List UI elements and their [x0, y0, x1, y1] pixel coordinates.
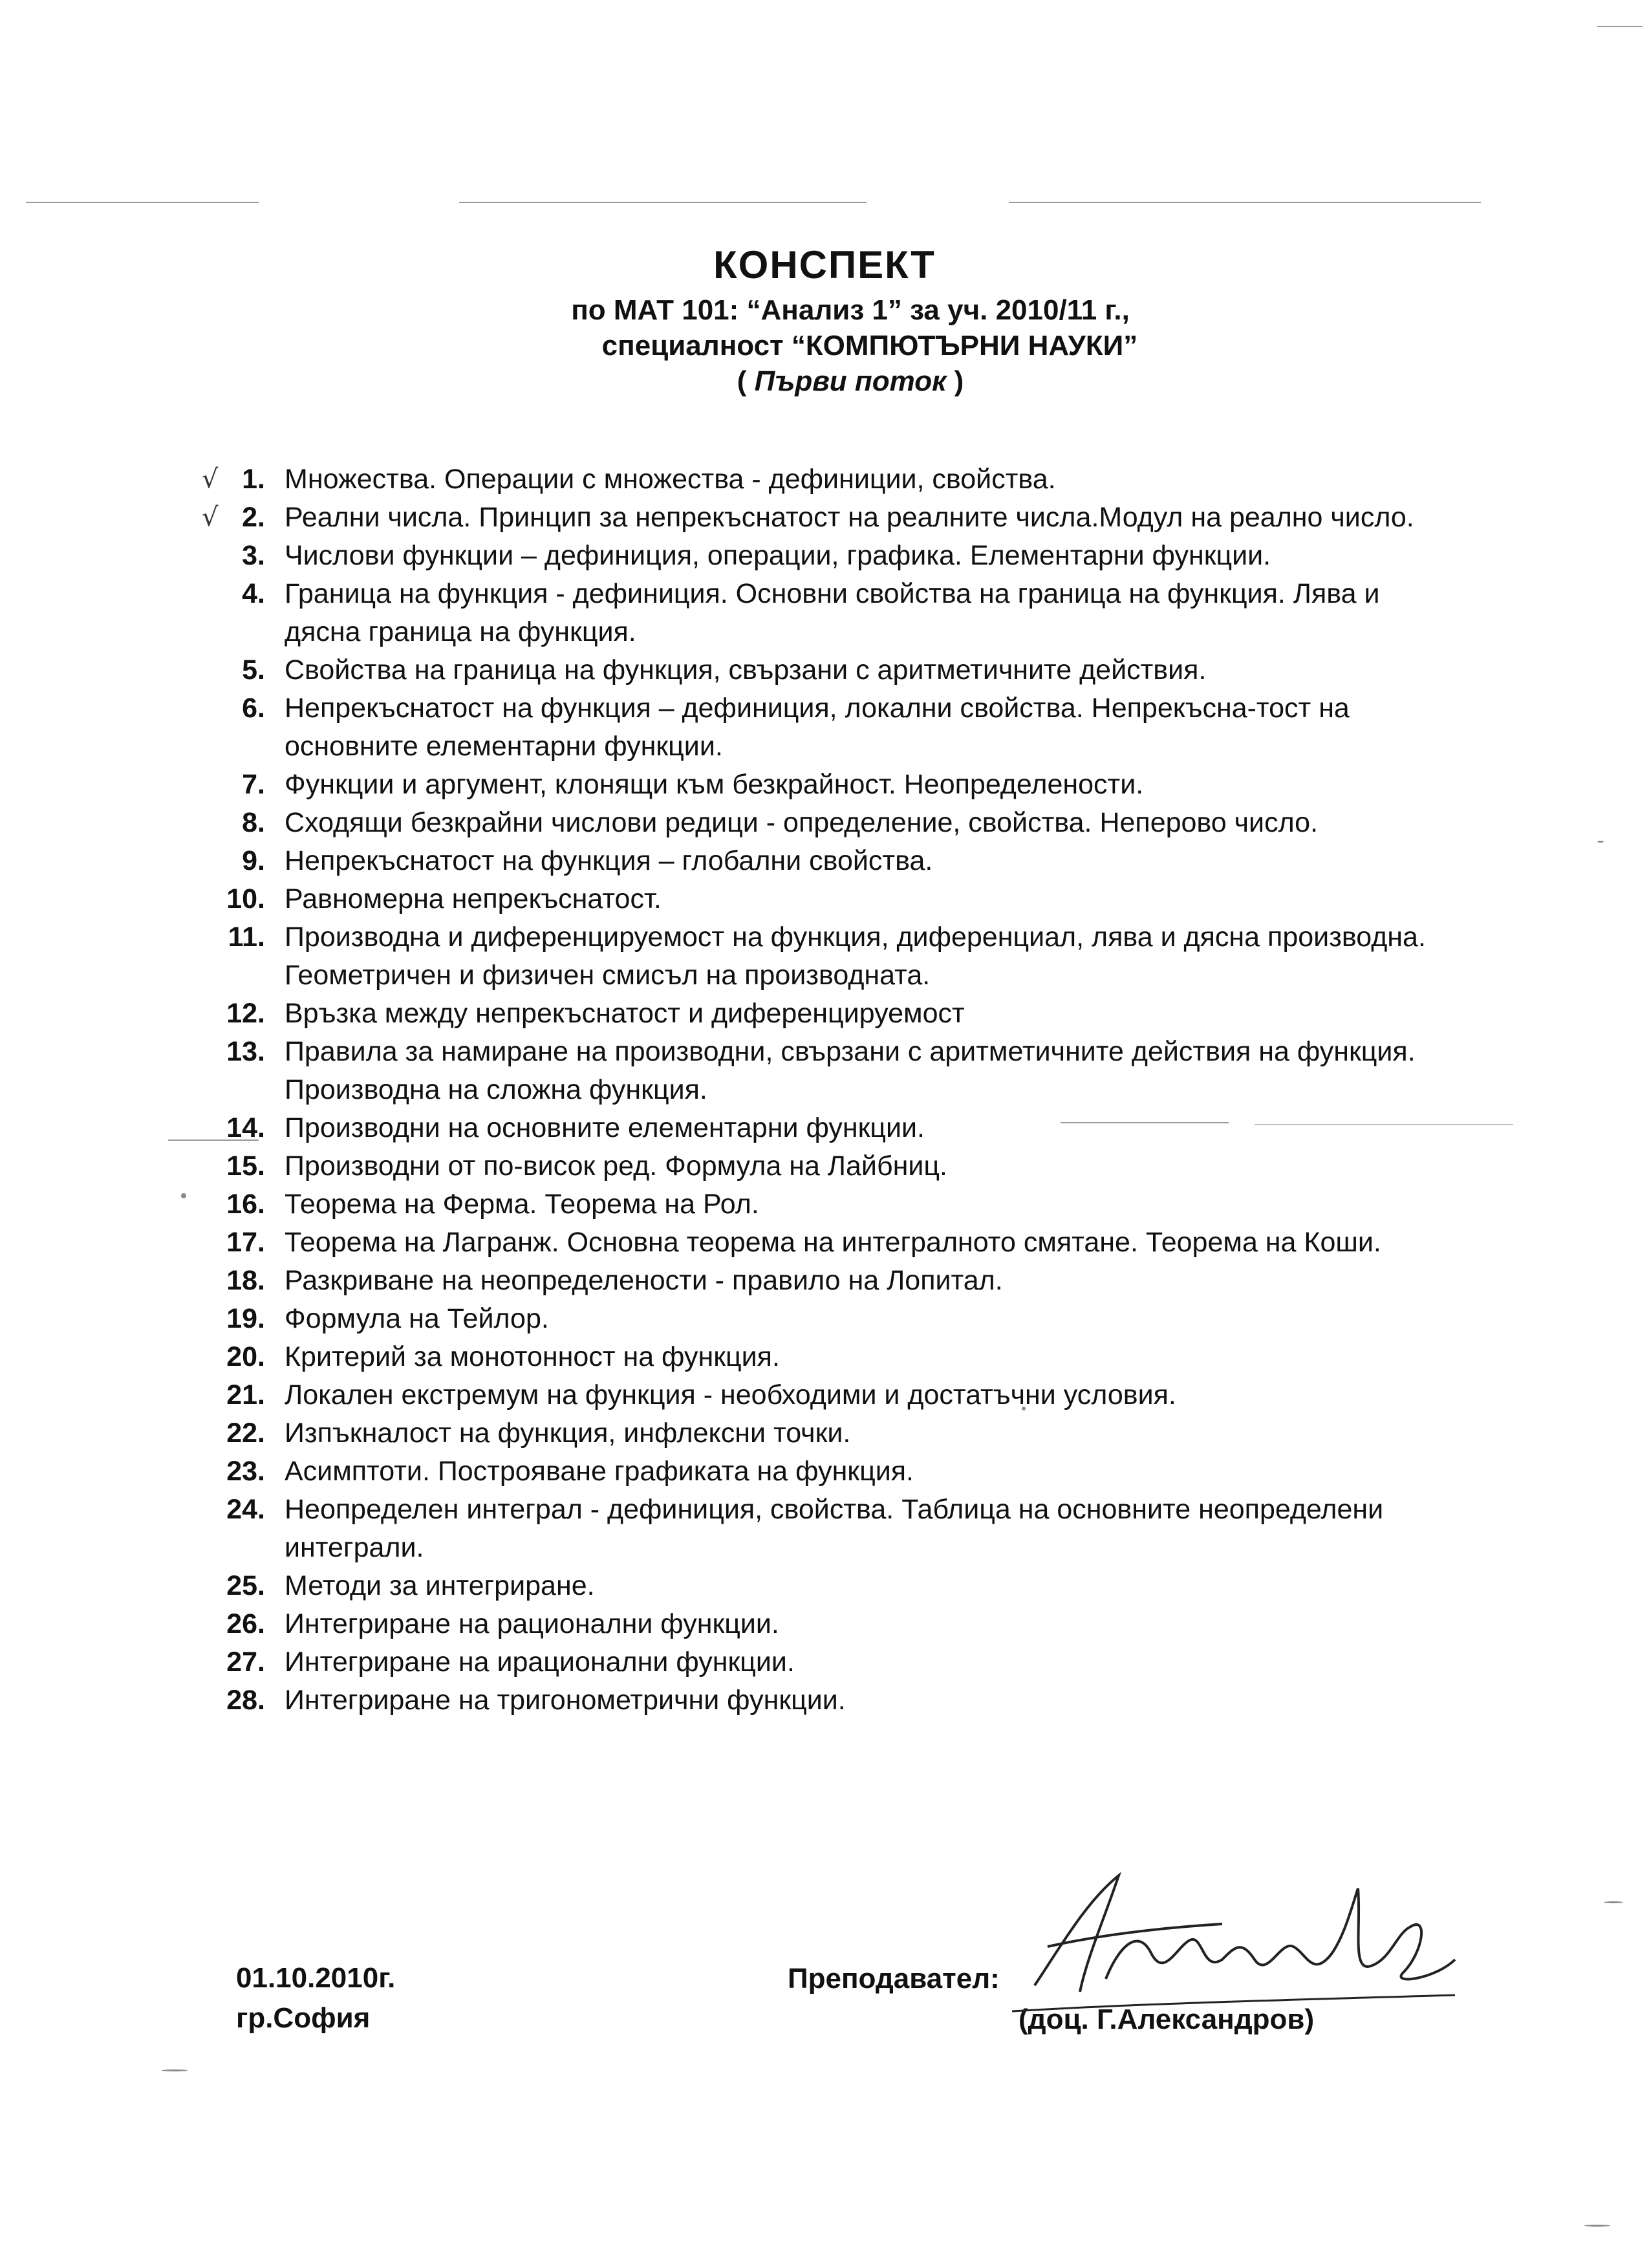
topic-number: 8.	[242, 807, 265, 838]
topic-item	[168, 1338, 1461, 1376]
topic-item	[168, 1643, 1461, 1681]
scan-speck	[1584, 2225, 1610, 2227]
topic-item	[168, 1681, 1461, 1720]
topic-text: Правила за намиране на производни, свързани с аритметичните действия на функция. Производна на сложна функция.	[285, 1036, 1416, 1105]
topic-item	[168, 1605, 1461, 1643]
scan-speck	[1604, 1901, 1623, 1903]
topic-text: Интегриране на тригонометрични функции.	[285, 1685, 846, 1716]
topic-number: 5.	[242, 654, 265, 686]
topic-text: Граница на функция - дефиниция. Основни свойства на граница на функция. Лява и дясна граница на функция.	[285, 578, 1380, 647]
topic-number: 9.	[242, 845, 265, 876]
topic-item	[168, 651, 1461, 689]
topic-text: Неопределен интеграл - дефиниция, свойства. Таблица на основните неопределени интеграли.	[285, 1494, 1384, 1563]
topic-number: 3.	[242, 540, 265, 571]
stream-name: Първи поток	[754, 365, 947, 397]
topic-item	[168, 460, 1461, 499]
topic-number: 26.	[226, 1608, 265, 1639]
topic-item	[168, 918, 1461, 995]
topic-text: Интегриране на ирационални функции.	[285, 1647, 795, 1678]
topic-text: Функции и аргумент, клонящи към безкрайност. Неопределености.	[285, 769, 1144, 800]
topic-number: 2.	[242, 502, 265, 533]
topic-number: 16.	[226, 1189, 265, 1220]
topic-number: 7.	[242, 769, 265, 800]
topic-number: 18.	[226, 1265, 265, 1296]
topic-item	[168, 499, 1461, 537]
topic-number: 22.	[226, 1418, 265, 1449]
topic-item	[168, 1376, 1461, 1414]
topic-number: 4.	[242, 578, 265, 609]
topic-number: 11.	[228, 922, 265, 953]
topic-number: 21.	[226, 1379, 265, 1410]
topic-text: Производни на основните елементарни функции.	[285, 1112, 925, 1143]
topic-number: 24.	[226, 1494, 265, 1525]
scan-speck	[162, 2069, 188, 2071]
topic-item	[168, 880, 1461, 918]
topic-item	[168, 766, 1461, 804]
topic-text: Числови функции – дефиниция, операции, графика. Елементарни функции.	[285, 540, 1271, 571]
topic-number: 28.	[226, 1685, 265, 1716]
topic-number: 10.	[226, 883, 265, 914]
topic-list	[168, 460, 1461, 1720]
topic-text: Критерий за монотонност на функция.	[285, 1341, 780, 1372]
handwritten-check-mark: √	[202, 464, 219, 494]
specialty-line: специалност “КОМПЮТЪРНИ НАУКИ”	[601, 330, 1138, 362]
date-place-block	[236, 1958, 395, 2038]
topic-item	[168, 804, 1461, 842]
topic-text: Равномерна непрекъснатост.	[285, 883, 662, 914]
topic-item	[168, 1262, 1461, 1300]
topic-number: 14.	[226, 1112, 265, 1143]
topic-text: Множества. Операции с множества - дефиниции, свойства.	[285, 464, 1056, 495]
topic-item	[168, 1033, 1461, 1109]
topic-text: Връзка между непрекъснатост и диференцируемост	[285, 998, 965, 1029]
topic-number: 1.	[242, 464, 265, 495]
stream-line	[26, 365, 1649, 398]
topic-number: 17.	[226, 1227, 265, 1258]
topic-text: Асимптоти. Построяване графиката на функция.	[285, 1456, 914, 1487]
stream-paren-open: (	[737, 365, 755, 397]
topic-text: Производна и диференцируемост на функция, диференциал, лява и дясна производна. Геометричен и физичен смисъл на производната.	[285, 922, 1426, 991]
document-title: КОНСПЕКТ	[713, 243, 936, 286]
topic-item	[168, 842, 1461, 880]
topic-number: 15.	[226, 1150, 265, 1182]
topic-text: Локален екстремум на функция - необходими и достатъчни условия.	[285, 1379, 1176, 1410]
scan-line-corner	[1597, 26, 1643, 27]
topic-text: Теорема на Ферма. Теорема на Рол.	[285, 1189, 759, 1220]
topic-text: Свойства на граница на функция, свързани с аритметичните действия.	[285, 654, 1207, 686]
scan-speck	[1597, 841, 1604, 843]
topic-item	[168, 995, 1461, 1033]
topic-item	[168, 1453, 1461, 1491]
topic-number: 6.	[242, 693, 265, 724]
topic-number: 23.	[226, 1456, 265, 1487]
topic-item	[168, 1414, 1461, 1453]
topic-number: 12.	[226, 998, 265, 1029]
document-date: 01.10.2010г.	[236, 1962, 396, 1994]
topic-number: 20.	[226, 1341, 265, 1372]
topic-text: Сходящи безкрайни числови редици - определение, свойства. Неперово число.	[285, 807, 1319, 838]
topic-text: Непрекъснатост на функция – глобални свойства.	[285, 845, 933, 876]
topic-text: Непрекъснатост на функция – дефиниция, локални свойства. Непрекъсна-тост на основните елементарни функции.	[285, 693, 1350, 762]
topic-item	[168, 689, 1461, 766]
topic-item	[168, 537, 1461, 575]
topic-item	[168, 1567, 1461, 1605]
document-city: гр.София	[236, 2002, 371, 2034]
topic-item	[168, 1147, 1461, 1185]
topic-item	[168, 1300, 1461, 1338]
topic-item	[168, 575, 1461, 651]
topic-item	[168, 1224, 1461, 1262]
scan-line-top-right	[1009, 202, 1481, 203]
topic-text: Производни от по-висок ред. Формула на Лайбниц.	[285, 1150, 947, 1182]
stream-paren-close: )	[946, 365, 964, 397]
topic-text: Разкриване на неопределености - правило на Лопитал.	[285, 1265, 1003, 1296]
topic-number: 19.	[226, 1303, 265, 1334]
topic-number: 25.	[226, 1570, 265, 1601]
topic-text: Теорема на Лагранж. Основна теорема на интегралното смятане. Теорема на Коши.	[285, 1227, 1381, 1258]
topic-text: Формула на Тейлор.	[285, 1303, 549, 1334]
topic-text: Интегриране на рационални функции.	[285, 1608, 779, 1639]
topic-item	[168, 1185, 1461, 1224]
scan-line-top-center	[459, 202, 867, 203]
teacher-label: Преподавател:	[788, 1963, 1000, 1994]
topic-item	[168, 1109, 1461, 1147]
topic-number: 27.	[226, 1647, 265, 1678]
teacher-name: (доц. Г.Александров)	[1018, 2003, 1315, 2035]
course-line: по МАТ 101: “Анализ 1” за уч. 2010/11 г.,	[571, 294, 1130, 326]
topic-text: Изпъкналост на функция, инфлексни точки.	[285, 1418, 851, 1449]
topic-text: Реални числа. Принцип за непрекъснатост на реалните числа.Модул на реално число.	[285, 502, 1414, 533]
scan-line-top	[26, 202, 259, 203]
topic-text: Методи за интегриране.	[285, 1570, 595, 1601]
topic-item	[168, 1491, 1461, 1567]
topic-number: 13.	[226, 1036, 265, 1067]
handwritten-check-mark: √	[202, 502, 219, 532]
handwritten-signature	[1009, 1850, 1461, 2018]
